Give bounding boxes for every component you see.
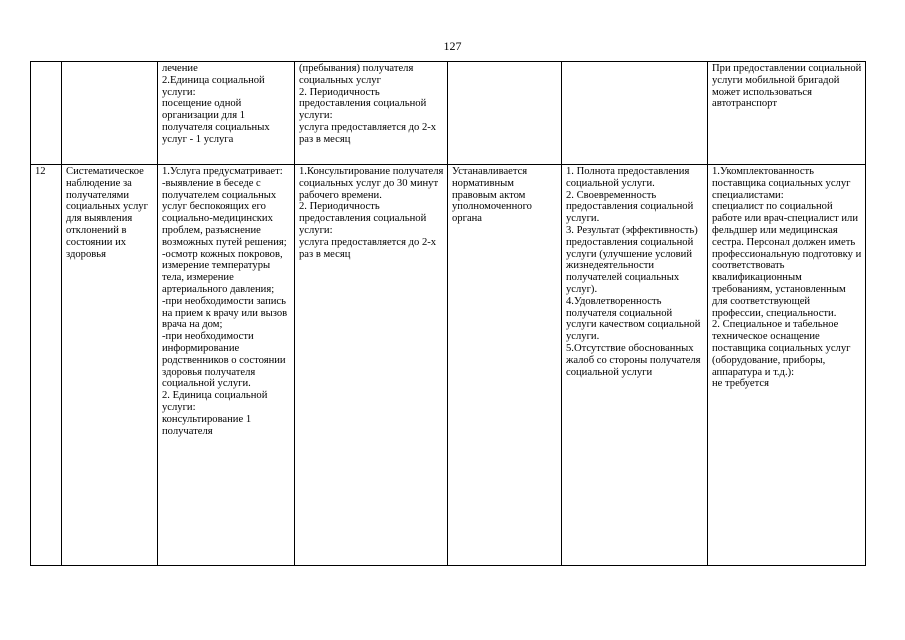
- table-row: [31, 62, 866, 165]
- page-number: 127: [443, 39, 462, 53]
- services-table: [30, 61, 866, 566]
- cell-tariff: Устанавливается нормативным правовым актом уполномоченного органа: [448, 165, 562, 566]
- cell-conditions: 1.Укомплектованность поставщика социальных услуг специалистами: специалист по социальной работе или врач-специалист или фельдшер или медицинская сестра. Персонал должен иметь профессиональную подготовку и соответствовать квалификационным требованиям, установленным для соответствующей профессии, специальности. 2. Специальное и табельное техническое оснащение поставщика социальных услуг (оборудование, приборы, аппаратура и т.д.): не требуется: [708, 165, 866, 566]
- cell-service-term: (пребывания) получателя социальных услуг 2. Периодичность предоставления социальной услуги: услуга предоставляется до 2-х раз в месяц: [295, 62, 448, 165]
- cell-conditions: При предоставлении социальной услуги мобильной бригадой может использоваться автотранспорт: [708, 62, 866, 165]
- cell-number: 12: [31, 165, 62, 566]
- cell-service-name: [62, 62, 158, 165]
- cell-service-content: 1.Услуга предусматривает: -выявление в беседе с получателем социальных услуг беспокоящих его социально-медицинских проблем, разъяснение возможных путей решения; -осмотр кожных покровов, измерение температуры тела, измерение артериального давления; -при необходимости запись на прием к врачу или вызов врача на дом; -при необходимости информирование родственников о состоянии здоровья получателя социальной услуги. 2. Единица социальной услуги: консультирование 1 получателя: [158, 165, 295, 566]
- cell-quality-indicators: [562, 62, 708, 165]
- cell-number: [31, 62, 62, 165]
- cell-quality-indicators: 1. Полнота предоставления социальной услуги. 2. Своевременность предоставления социальной услуги. 3. Результат (эффективность) предоставления социальной услуги (улучшение условий жизнедеятельности получателей социальных услуг). 4.Удовлетворенность получателя социальной услуги качеством социальной услуги. 5.Отсутствие обоснованных жалоб со стороны получателя социальной услуги: [562, 165, 708, 566]
- cell-tariff: [448, 62, 562, 165]
- cell-service-term: 1.Консультирование получателя социальных услуг до 30 минут рабочего времени. 2. Периодичность предоставления социальной услуги: услуга предоставляется до 2-х раз в месяц: [295, 165, 448, 566]
- table-row: [31, 165, 866, 566]
- cell-service-name: Систематическое наблюдение за получателями социальных услуг для выявления отклонений в состоянии их здоровья: [62, 165, 158, 566]
- cell-service-content: лечение 2.Единица социальной услуги: посещение одной организации для 1 получателя социальных услуг - 1 услуга: [158, 62, 295, 165]
